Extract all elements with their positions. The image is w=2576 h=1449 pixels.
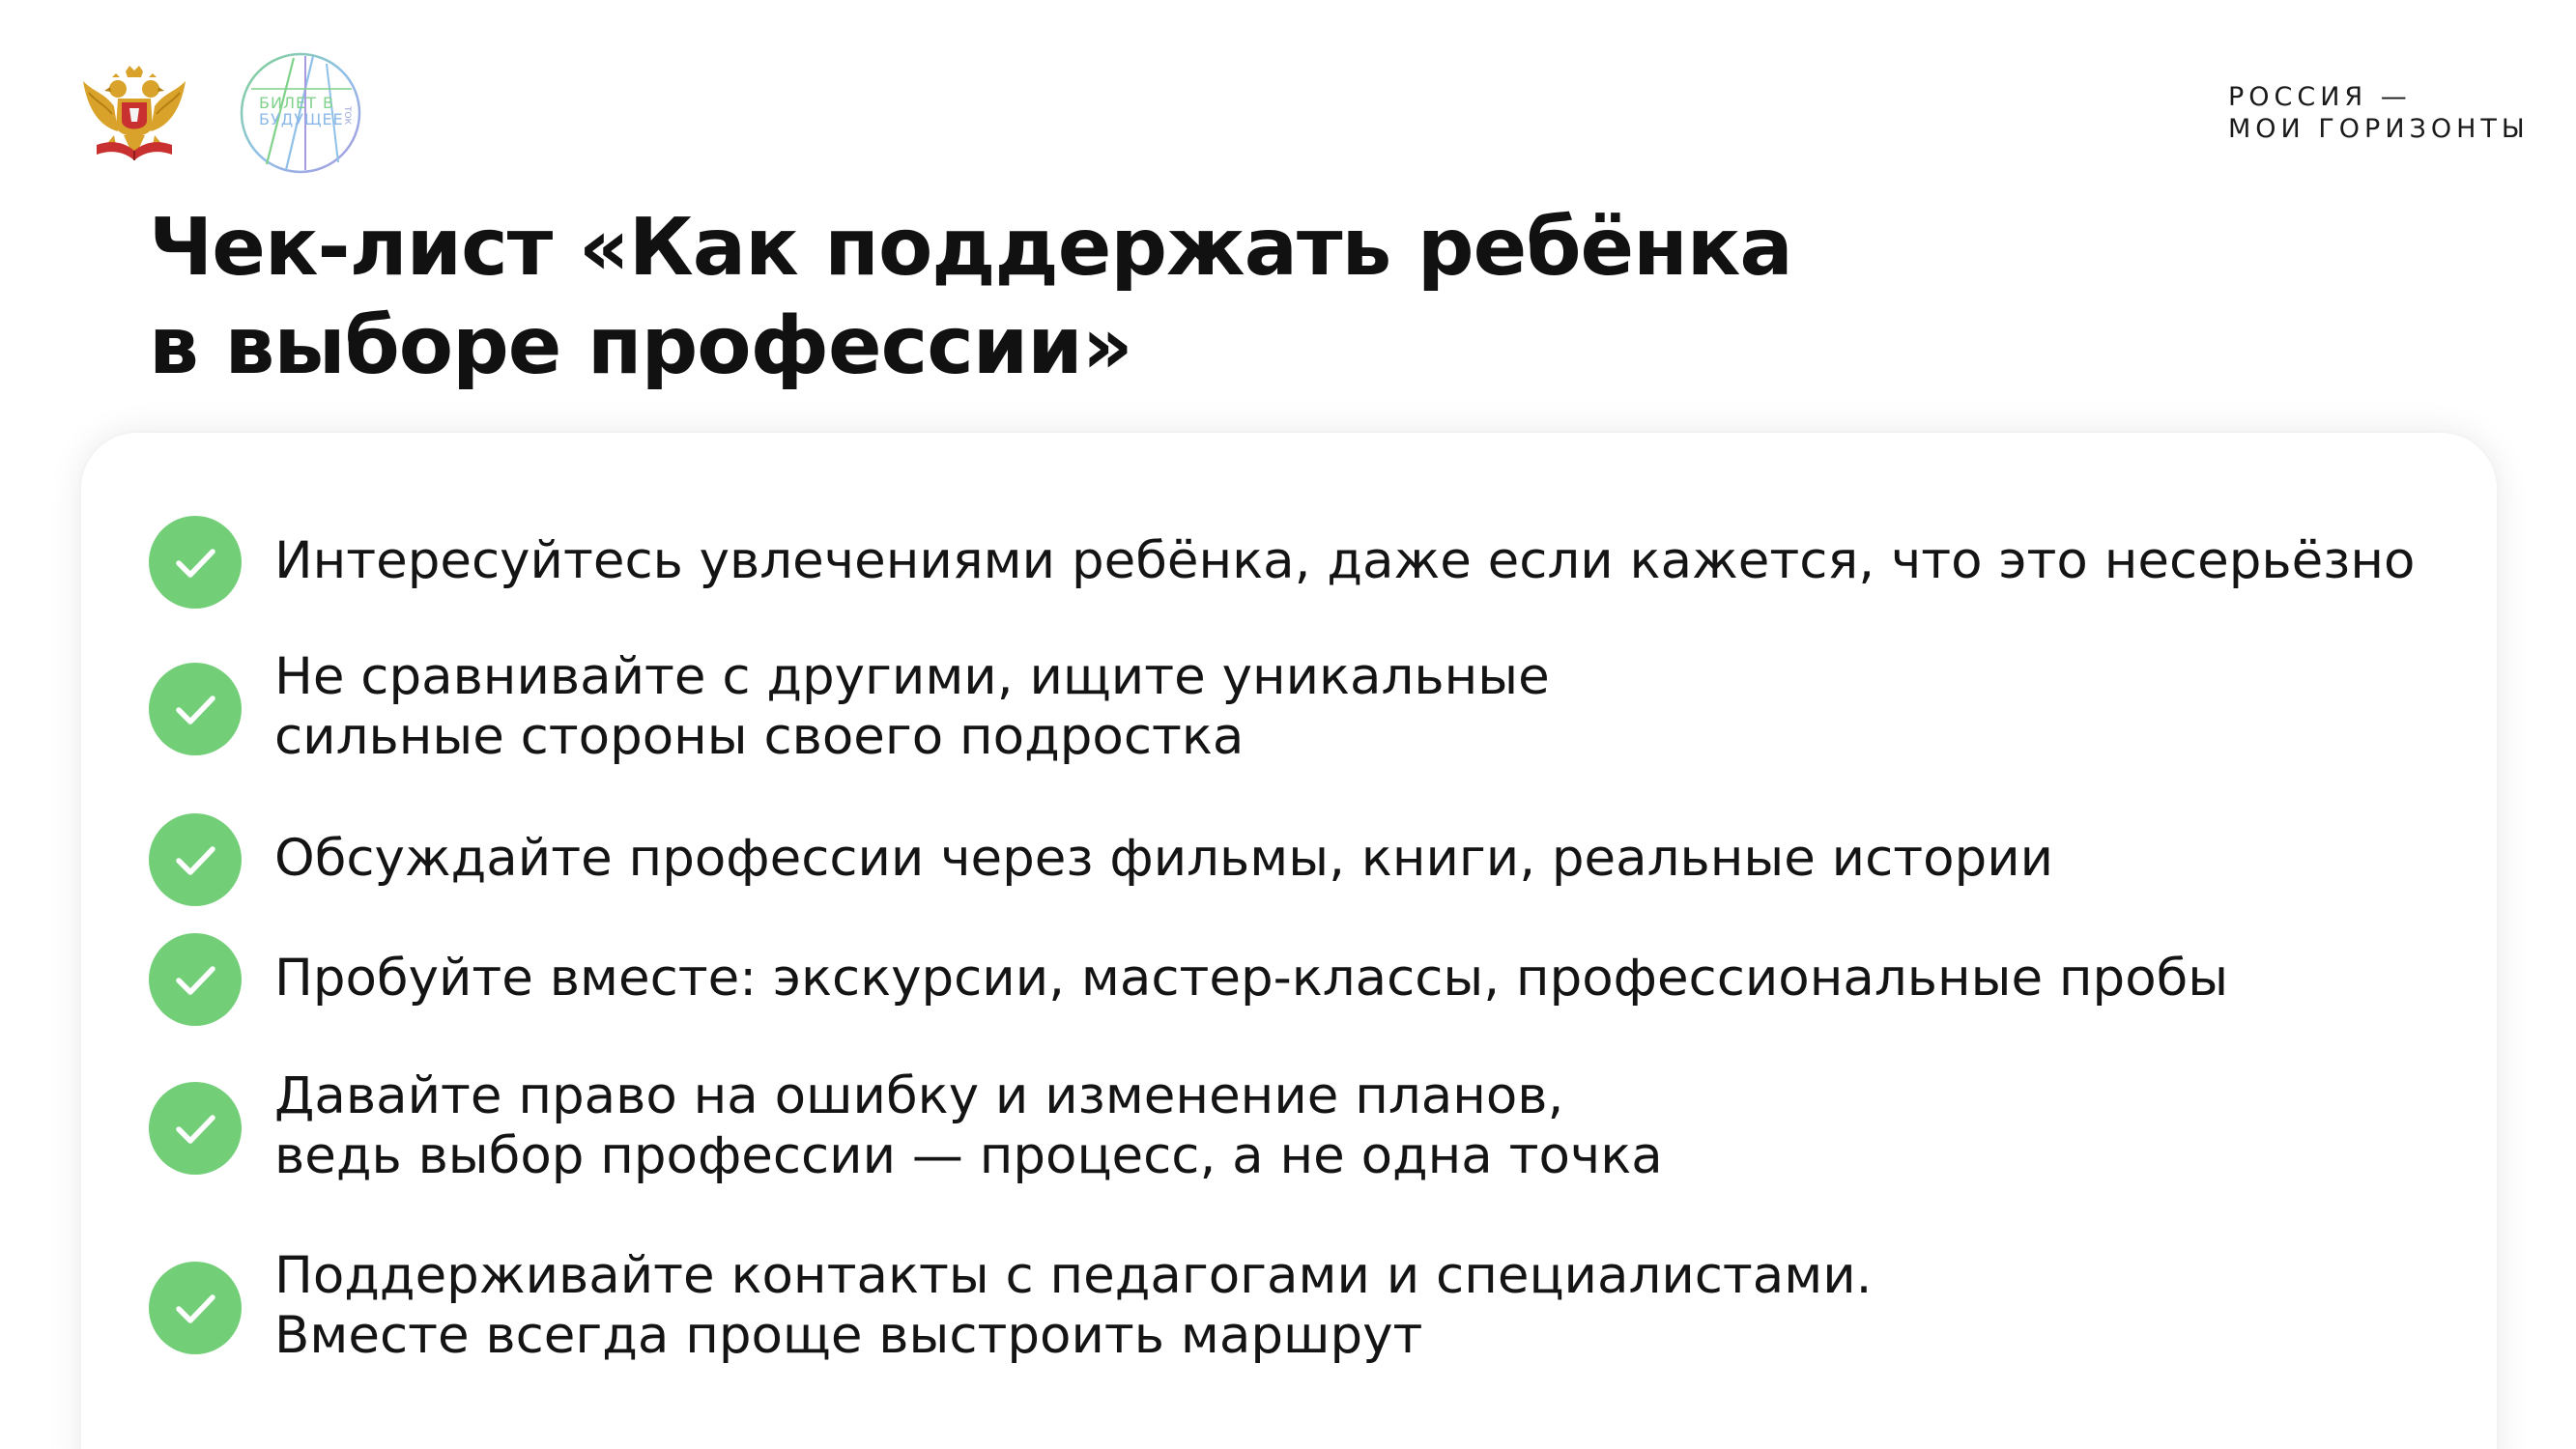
checklist-item-line1: Обсуждайте профессии через фильмы, книги, реальные истории [274, 829, 2054, 888]
checkmark-icon [149, 933, 242, 1026]
bilet-v-budushchee-logo [238, 50, 363, 176]
page-title [149, 199, 1985, 396]
checklist-item-text [274, 1246, 2429, 1366]
checklist-item-line1: Не сравнивайте с другими, ищите уникальные [274, 647, 1550, 706]
checklist-item-text [274, 949, 2429, 1009]
page-title-line2: в выборе профессии» [149, 300, 1132, 392]
checklist-item-line2: Вместе всегда проще выстроить маршрут [274, 1306, 1423, 1365]
checklist-item-line1: Пробуйте вместе: экскурсии, мастер-классы, профессиональные пробы [274, 949, 2229, 1008]
checklist-item-line1: Интересуйтесь увлечениями ребёнка, даже если кажется, что это несерьёзно [274, 531, 2416, 590]
ticket-logo-text-line2: БУДУЩЕЕ [259, 110, 344, 128]
checklist-item-text [274, 829, 2429, 889]
checkmark-icon [149, 663, 242, 755]
double-headed-eagle-icon [75, 64, 193, 164]
checkmark-icon [149, 1262, 242, 1354]
ministry-emblem-logo [75, 64, 193, 164]
checklist-item-line1: Поддерживайте контакты с педагогами и специалистами. [274, 1246, 1873, 1305]
checkmark-icon [149, 1082, 242, 1175]
checklist-item-text [274, 531, 2429, 591]
checklist-item-line1: Давайте право на ошибку и изменение планов, [274, 1066, 1564, 1125]
brand-line2: МОИ ГОРИЗОНТЫ [2228, 114, 2530, 144]
brand-line1: РОССИЯ — [2228, 82, 2412, 112]
page-title-line1: Чек-лист «Как поддержать ребёнка [149, 202, 1792, 294]
checklist-item-text [274, 647, 2429, 767]
ticket-logo-small-text: ТОК [342, 106, 352, 125]
checkmark-icon [149, 813, 242, 906]
ticket-logo-text-line1: БИЛЕТ В [259, 94, 334, 112]
checklist-item-line2: ведь выбор профессии — процесс, а не одна точка [274, 1126, 1663, 1185]
brand-russia-my-horizons [2228, 81, 2557, 145]
checklist-item-text [274, 1066, 2429, 1186]
checkmark-icon [149, 516, 242, 609]
checklist-item-line2: сильные стороны своего подростка [274, 707, 1245, 766]
